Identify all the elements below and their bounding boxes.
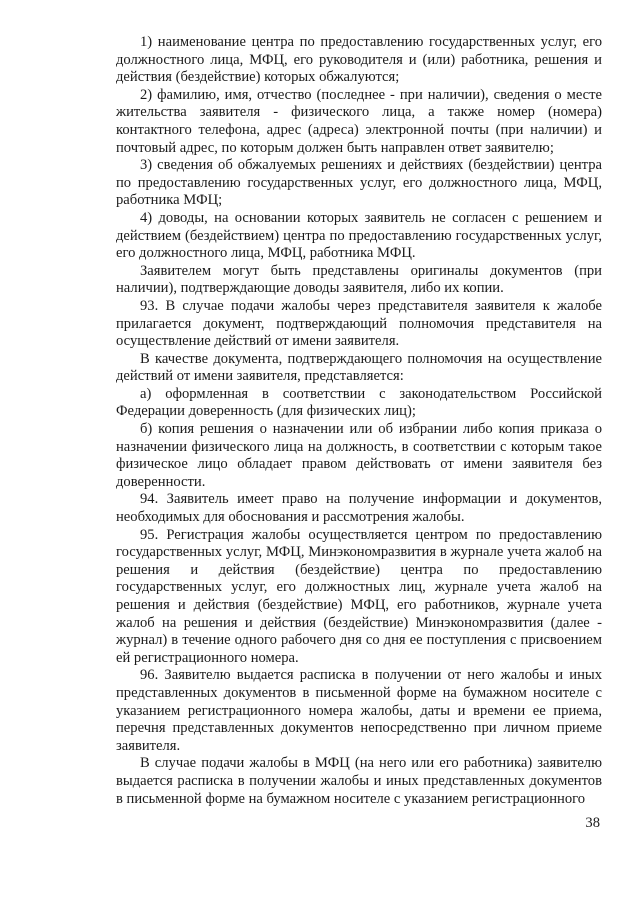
paragraph-96: 96. Заявителю выдается расписка в получении от него жалобы и иных представленных документов в письменной форме на бумажном носителе с указанием регистрационного номера жалобы, даты и времени ее приема, перечня представленных документов непосредственно при личном приеме заявителя. bbox=[116, 667, 602, 754]
paragraph-item-1: 1) наименование центра по предоставлению государственных услуг, его должностного лица, МФЦ, его руководителя и (или) работника, решения и действия (бездействие) которых обжалуются; bbox=[116, 34, 602, 86]
paragraph-mfc-receipt: В случае подачи жалобы в МФЦ (на него или его работника) заявителю выдается расписка в получении жалобы и иных представленных документов в письменной форме на бумажном носителе с указанием регистрационного bbox=[116, 755, 602, 807]
paragraph-94: 94. Заявитель имеет право на получение информации и документов, необходимых для обоснования и рассмотрения жалобы. bbox=[116, 491, 602, 526]
paragraph-93: 93. В случае подачи жалобы через представителя заявителя к жалобе прилагается документ, подтверждающий полномочия представителя на осуществление действий от имени заявителя. bbox=[116, 297, 602, 350]
document-body bbox=[116, 34, 602, 808]
page-number: 38 bbox=[585, 815, 600, 831]
paragraph-representative-document: В качестве документа, подтверждающего полномочия на осуществление действий от имени заявителя, представляется: bbox=[116, 350, 602, 385]
paragraph-applicant-originals: Заявителем могут быть представлены оригиналы документов (при наличии), подтверждающие доводы заявителя, либо их копии. bbox=[116, 262, 602, 297]
paragraph-item-2: 2) фамилию, имя, отчество (последнее - при наличии), сведения о месте жительства заявителя - физического лица, а также номер (номера) контактного телефона, адрес (адреса) электронной почты (при наличии) и почтовый адрес, по которым должен быть направлен ответ заявителю; bbox=[116, 86, 602, 156]
paragraph-95: 95. Регистрация жалобы осуществляется центром по предоставлению государственных услуг, МФЦ, Минэкономразвития в журнале учета жалоб на решения и действия (бездействие) центра по предоставлению государственных услуг, его должностных лиц, журнале учета жалоб на решения и действия (бездействие) МФЦ, его работников, журнале учета жалоб на решения и действия (бездействие) Минэкономразвития (далее - журнал) в течение одного рабочего дня со дня ее поступления с присвоением ей регистрационного номера. bbox=[116, 526, 602, 666]
paragraph-item-3: 3) сведения об обжалуемых решениях и действиях (бездействии) центра по предоставлению государственных услуг, его должностного лица, МФЦ, работника МФЦ; bbox=[116, 157, 602, 209]
paragraph-item-a: а) оформленная в соответствии с законодательством Российской Федерации доверенность (для физических лиц); bbox=[116, 385, 602, 420]
paragraph-item-b: б) копия решения о назначении или об избрании либо копия приказа о назначении физического лица на должность, в соответствии с которым такое физическое лицо обладает правом действовать от имени заявителя без доверенности. bbox=[116, 421, 602, 490]
paragraph-item-4: 4) доводы, на основании которых заявитель не согласен с решением и действием (бездействием) центра по предоставлению государственных услуг, его должностного лица, МФЦ, работника МФЦ. bbox=[116, 209, 602, 262]
